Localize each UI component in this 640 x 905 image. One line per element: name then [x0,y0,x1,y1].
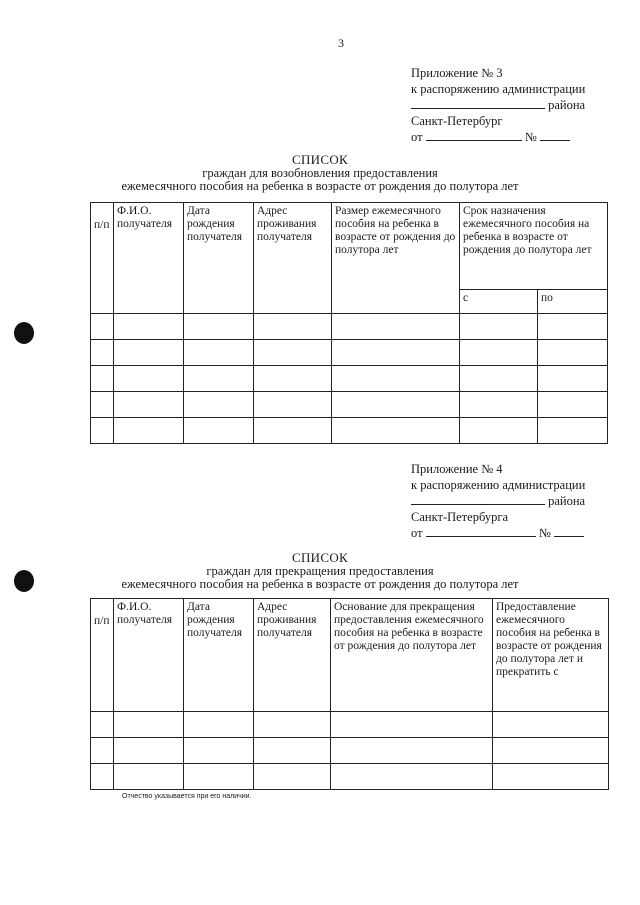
table-row [91,712,609,738]
appendix-3-order-line: к распоряжению администрации [411,81,586,96]
header-term-to: по [538,290,608,314]
header-dob: Дата рождения получателя [184,599,254,712]
list-2-table [90,598,609,790]
number-label: № [524,130,537,144]
binder-hole-mark [14,322,34,344]
table-row [91,738,609,764]
appendix-3-block [411,66,585,146]
list-1-title: СПИСОК [292,152,348,167]
binder-hole-mark [14,570,34,592]
table-row [91,392,608,418]
list-2-subtitle-2: ежемесячного пособия на ребенка в возрасте от рождения до полутора лет [121,577,519,591]
header-dob: Дата рождения получателя [184,203,254,314]
appendix-4-city: Санкт-Петербурга [411,509,509,524]
appendix-3-district-line [411,97,585,114]
list-2-heading [0,551,640,592]
list-1-subtitle-2: ежемесячного пособия на ребенка в возрасте от рождения до полутора лет [121,179,519,193]
header-term-from: с [460,290,538,314]
header-fio: Ф.И.О. получателя [114,203,184,314]
header-address: Адрес проживания получателя [254,599,331,712]
header-num: п/п [91,203,114,314]
table-row [91,418,608,444]
list-1-subtitle-1: граждан для возобновления предоставления [202,165,438,180]
header-amount: Размер ежемесячного пособия на ребенка в возрасте от рождения до полутора лет [332,203,460,314]
date-label: от [411,130,423,144]
table-row [91,366,608,392]
appendix-4-district-line [411,493,585,510]
date-label: от [411,526,423,540]
number-label: № [538,526,551,540]
header-provision: Предоставление ежемесячного пособия на ребенка в возрасте от рождения до полутора лет и прекратить с [493,599,609,712]
appendix-4-order-line: к распоряжению администрации [411,477,586,492]
footnote: Отчество указывается при его наличии. [122,793,252,800]
table-row [91,314,608,340]
header-fio: Ф.И.О. получателя [114,599,184,712]
list-2-subtitle-1: граждан для прекращения предоставления [206,563,434,578]
list-1-heading [0,153,640,194]
table-row [91,764,609,790]
appendix-3-city: Санкт-Петербург [411,113,503,128]
page-number: 3 [338,36,344,50]
list-1-table [90,202,608,444]
header-num: п/п [91,599,114,712]
table-row [91,340,608,366]
appendix-3-title: Приложение № 3 [411,66,503,80]
header-term: Срок назначения ежемесячного пособия на ребенка в возрасте от рождения до полутора лет [460,203,608,290]
appendix-4-block [411,462,585,542]
appendix-3-date-line [411,129,585,146]
appendix-4-title: Приложение № 4 [411,462,503,476]
list-2-title: СПИСОК [292,550,348,565]
district-suffix: района [548,98,586,112]
district-suffix: района [548,494,586,508]
appendix-4-date-line [411,525,585,542]
header-address: Адрес проживания получателя [254,203,332,314]
header-basis: Основание для прекращения предоставления ежемесячного пособия на ребенка в возрасте от рождения до полутора лет [331,599,493,712]
